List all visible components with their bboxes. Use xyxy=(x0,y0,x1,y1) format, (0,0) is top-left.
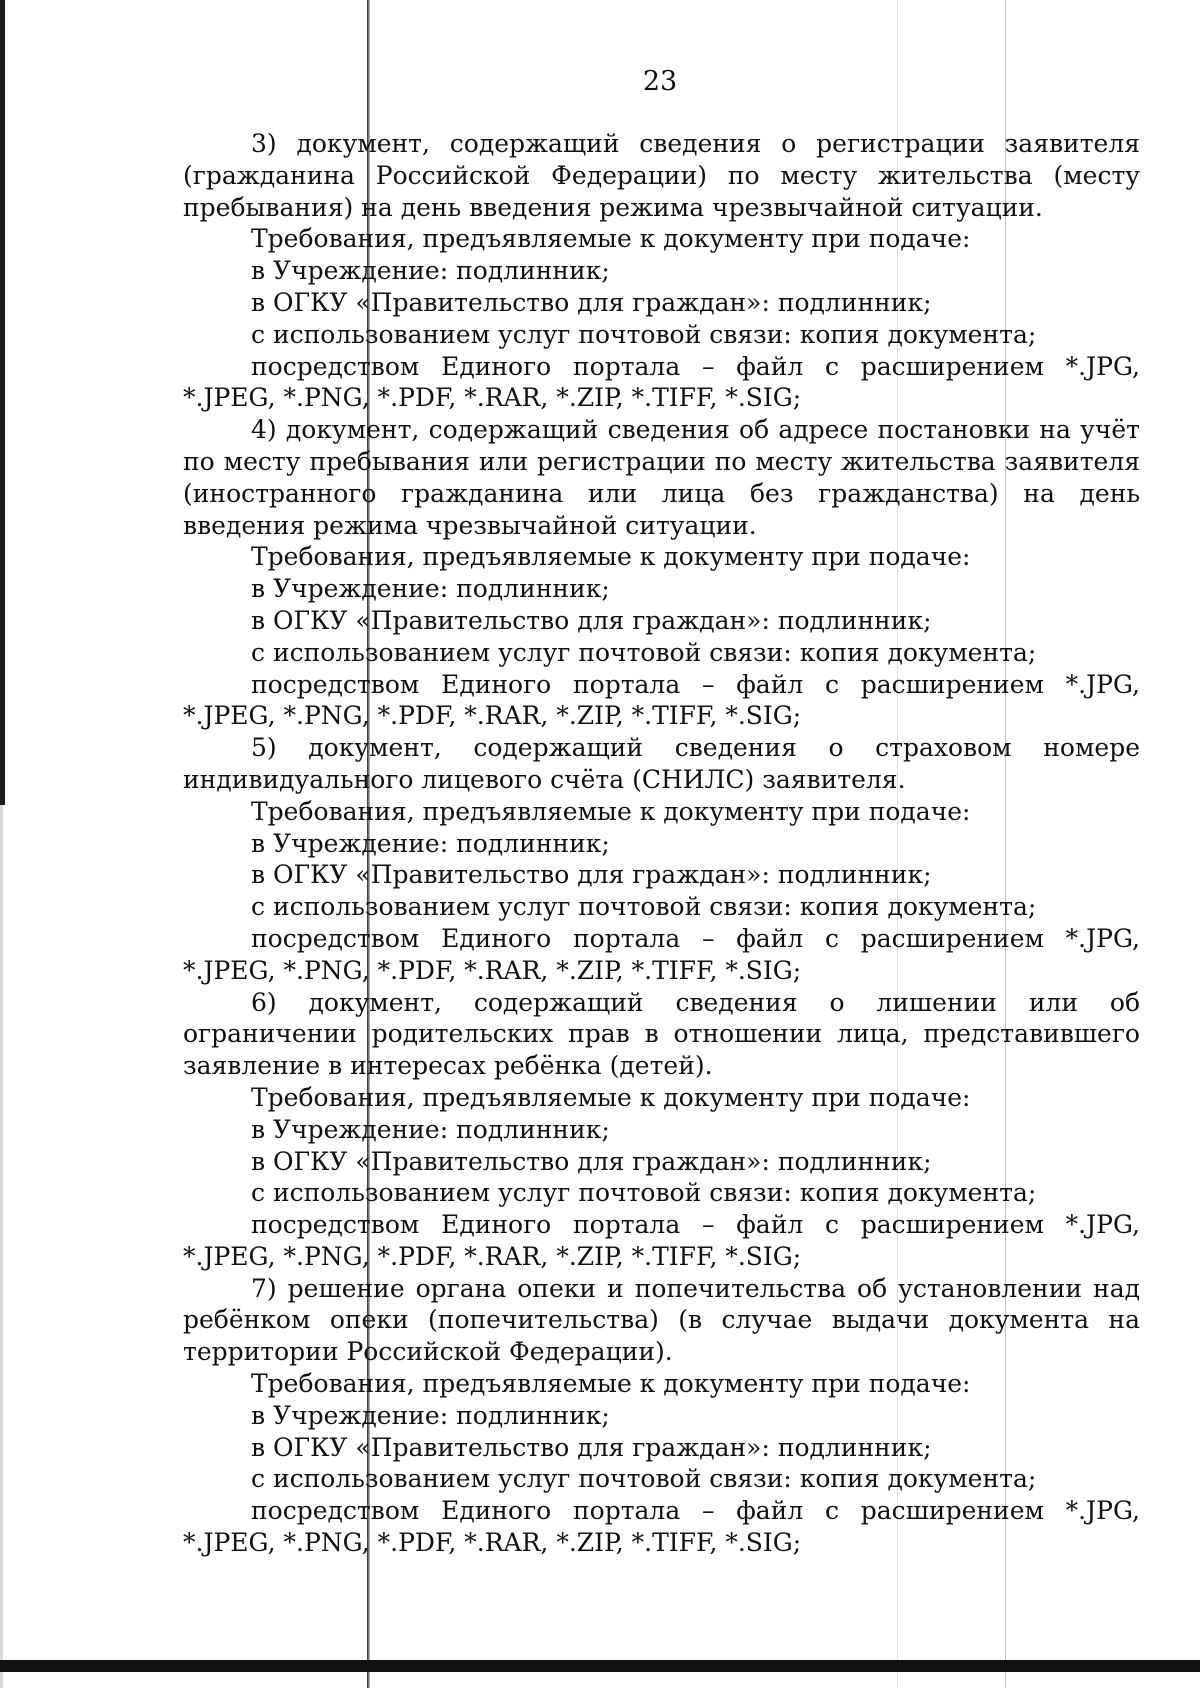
paragraph: 4) документ, содержащий сведения об адресе постановки на учёт по месту пребывания или регистрации по месту жительства заявителя (иностранного гражданина или лица без гражданства) на день введения режима чрезвычайной ситуации. xyxy=(183,415,1140,540)
paragraph: Требования, предъявляемые к документу при подаче: xyxy=(251,796,971,826)
paragraph: Требования, предъявляемые к документу при подаче: xyxy=(251,224,971,254)
paragraph: в ОГКУ «Правительство для граждан»: подлинник; xyxy=(251,605,932,635)
paragraph: в ОГКУ «Правительство для граждан»: подлинник; xyxy=(251,287,932,317)
paragraph: в ОГКУ «Правительство для граждан»: подлинник; xyxy=(251,1146,932,1176)
paragraph: 5) документ, содержащий сведения о страховом номере индивидуального лицевого счёта (СНИЛС) заявителя. xyxy=(183,733,1140,794)
paragraph: в Учреждение: подлинник; xyxy=(251,828,610,858)
paragraph: Требования, предъявляемые к документу при подаче: xyxy=(251,542,971,572)
paragraph: Требования, предъявляемые к документу при подаче: xyxy=(251,1082,971,1112)
page-number: 23 xyxy=(642,66,678,97)
paragraph: с использованием услуг почтовой связи: копия документа; xyxy=(251,1464,1037,1494)
paragraph: с использованием услуг почтовой связи: копия документа; xyxy=(251,892,1037,922)
paragraph: с использованием услуг почтовой связи: копия документа; xyxy=(251,319,1037,349)
paragraph: 3) документ, содержащий сведения о регистрации заявителя (гражданина Российской Федерации) по месту жительства (месту пребывания) на день введения режима чрезвычайной ситуации. xyxy=(183,129,1140,222)
paragraph: в Учреждение: подлинник; xyxy=(251,1400,610,1430)
scan-edge-shadow xyxy=(0,0,5,805)
scan-bottom-border xyxy=(0,1660,1200,1672)
document-body xyxy=(183,128,1140,1559)
paragraph: 7) решение органа опеки и попечительства об установлении над ребёнком опеки (попечительства) (в случае выдачи документа на территории Российской Федерации). xyxy=(183,1273,1140,1367)
paragraph: в ОГКУ «Правительство для граждан»: подлинник; xyxy=(251,860,932,890)
paragraph: посредством Единого портала – файл с расширением *.JPG, *.JPEG, *.PNG, *.PDF, *.RAR, *.ZIP, *.TIFF, *.SIG; xyxy=(183,923,1140,985)
scan-edge-shadow-faint xyxy=(0,805,3,1688)
paragraph: 6) документ, содержащий сведения о лишении или об ограничении родительских прав в отношении лица, представившего заявление в интересах ребёнка (детей). xyxy=(183,987,1140,1081)
paragraph: в ОГКУ «Правительство для граждан»: подлинник; xyxy=(251,1432,932,1462)
paragraph: в Учреждение: подлинник; xyxy=(251,1114,610,1144)
paragraph: посредством Единого портала – файл с расширением *.JPG, *.JPEG, *.PNG, *.PDF, *.RAR, *.ZIP, *.TIFF, *.SIG; xyxy=(183,1210,1140,1271)
paragraph: в Учреждение: подлинник; xyxy=(251,256,610,286)
paragraph: посредством Единого портала – файл с расширением *.JPG, *.JPEG, *.PNG, *.PDF, *.RAR, *.ZIP, *.TIFF, *.SIG; xyxy=(183,669,1140,731)
paragraph: Требования, предъявляемые к документу при подаче: xyxy=(251,1369,971,1399)
paragraph: посредством Единого портала – файл с расширением *.JPG, *.JPEG, *.PNG, *.PDF, *.RAR, *.ZIP, *.TIFF, *.SIG; xyxy=(183,1496,1140,1558)
paragraph: с использованием услуг почтовой связи: копия документа; xyxy=(251,1178,1037,1208)
paragraph: с использованием услуг почтовой связи: копия документа; xyxy=(251,637,1037,667)
paragraph: посредством Единого портала – файл с расширением *.JPG, *.JPEG, *.PNG, *.PDF, *.RAR, *.ZIP, *.TIFF, *.SIG; xyxy=(183,351,1140,413)
paragraph: в Учреждение: подлинник; xyxy=(251,574,610,604)
